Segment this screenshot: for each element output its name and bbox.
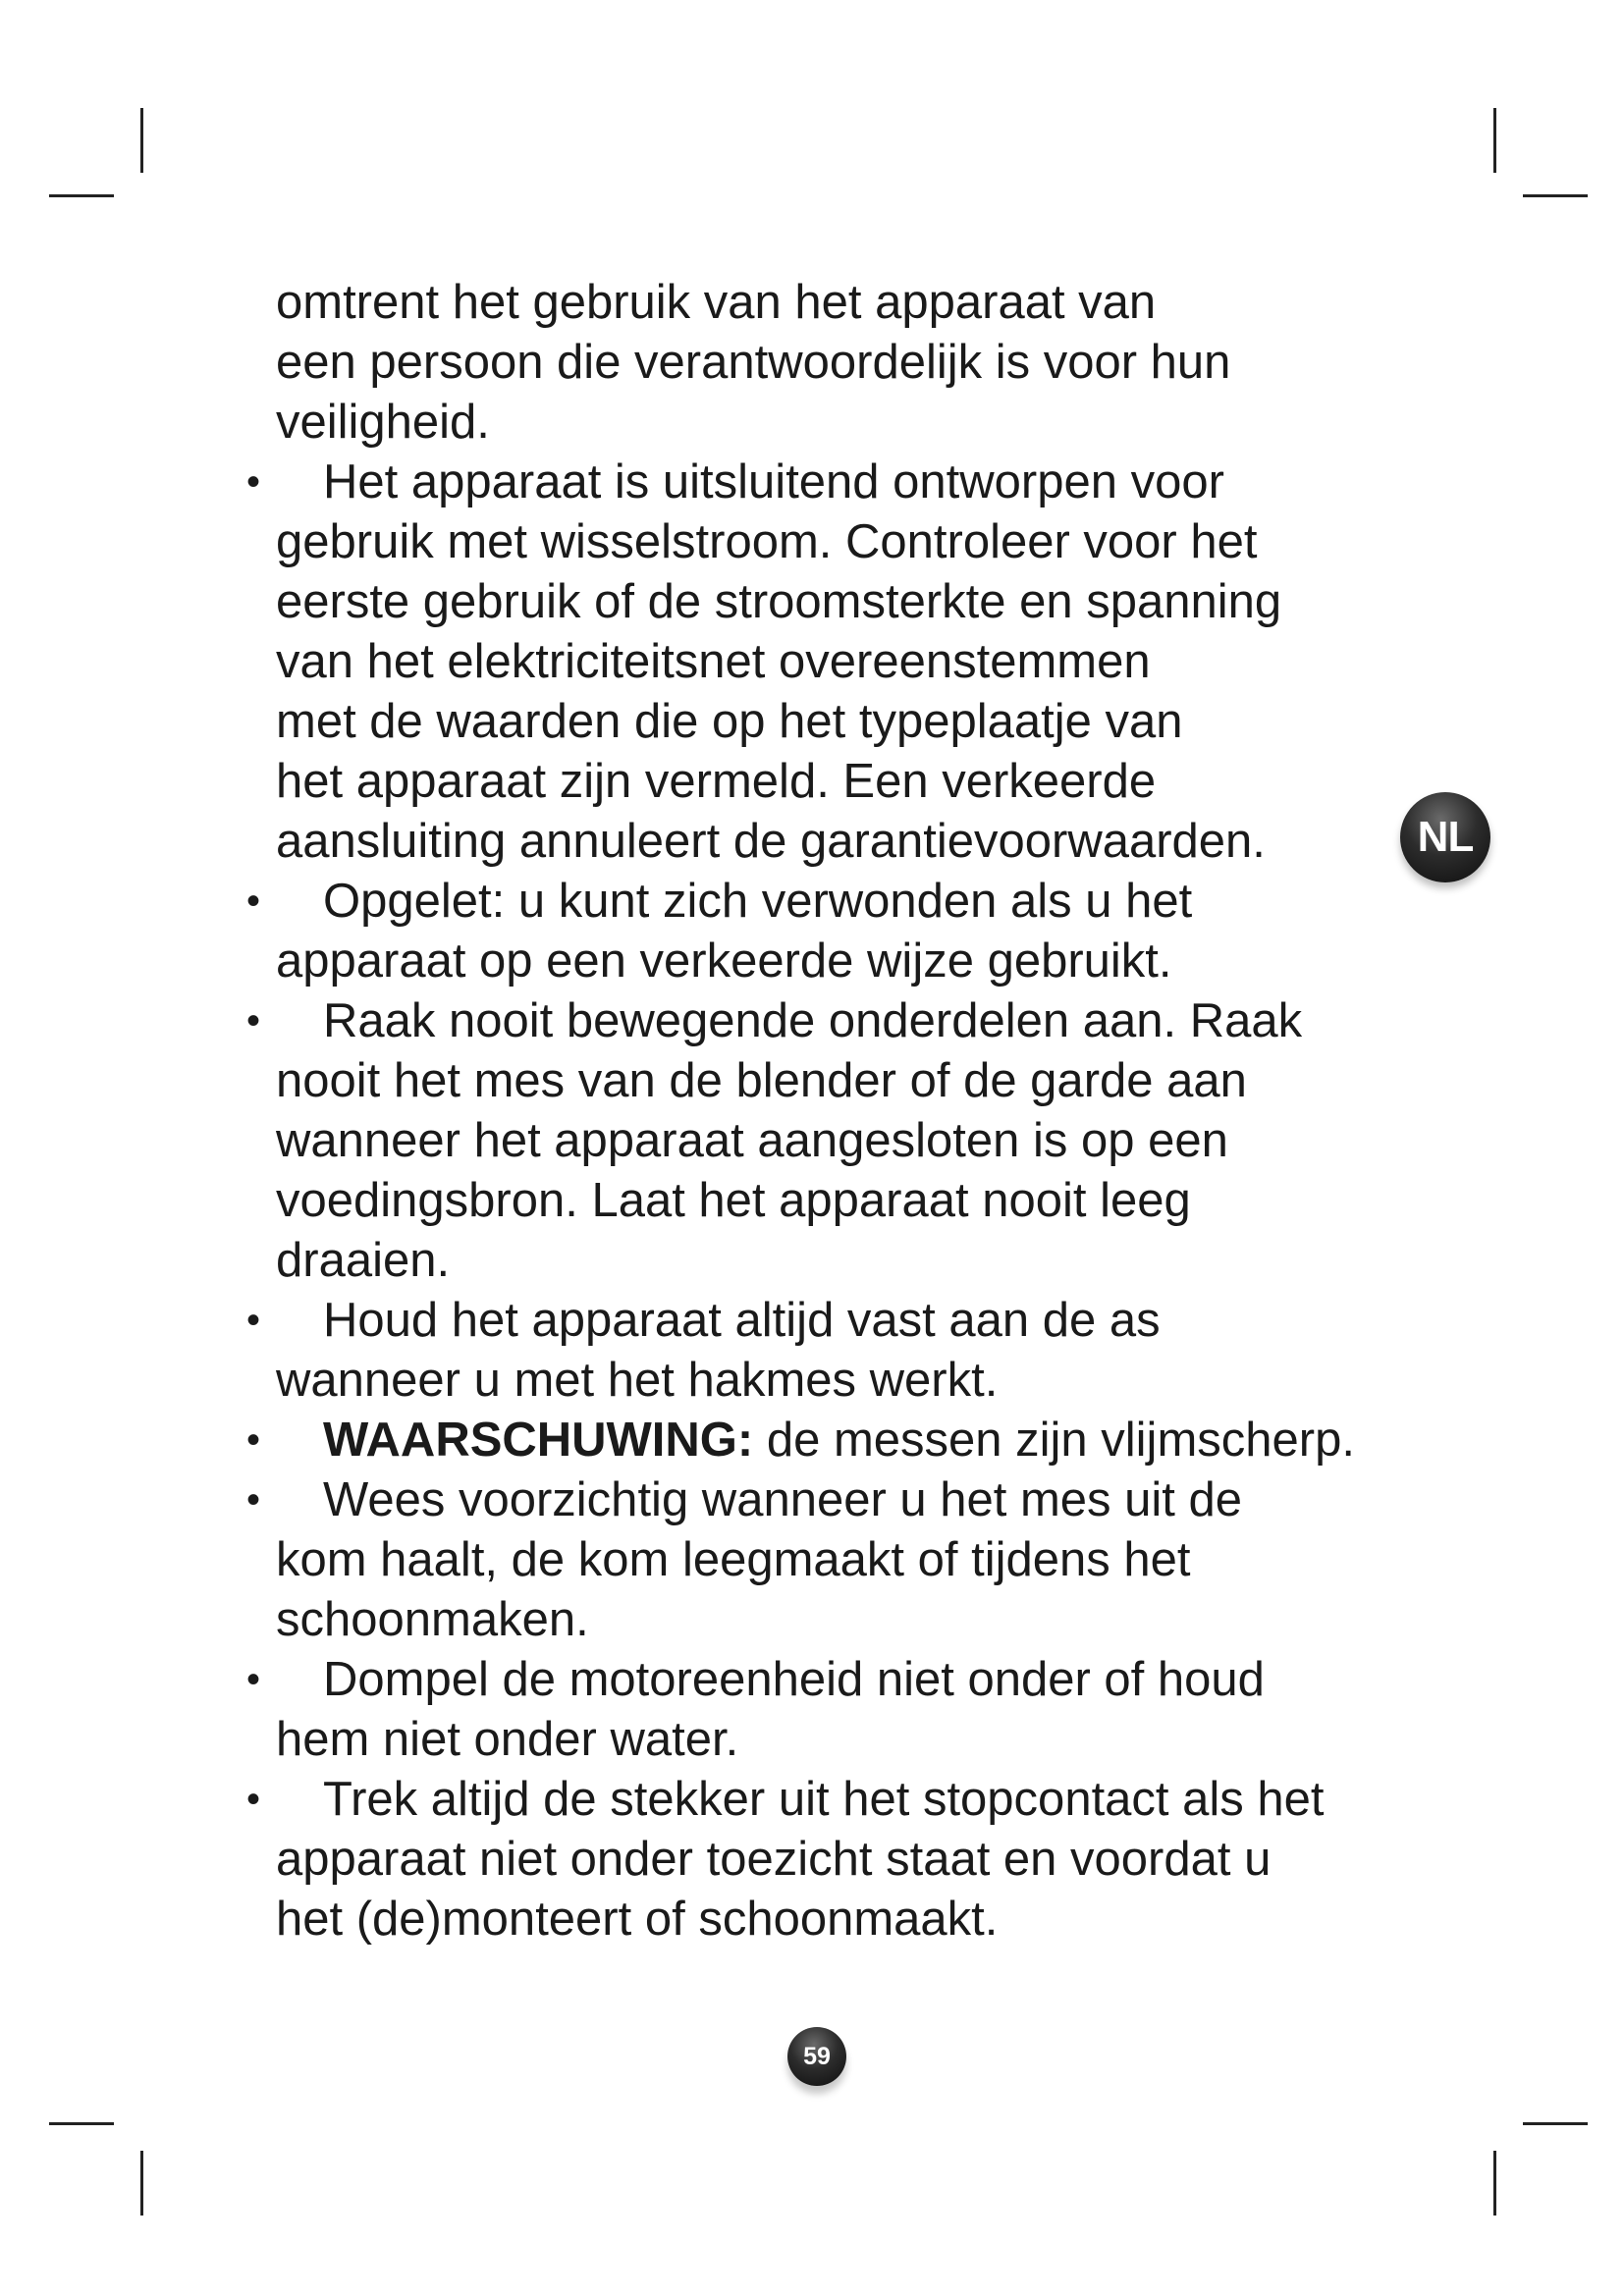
list-item [245,1470,1484,1650]
text-line: voedingsbron. Laat het apparaat nooit leeg [276,1174,1191,1227]
page-content [245,273,1484,1949]
bullet-icon: • [245,1299,260,1342]
bullet-icon: • [245,999,260,1042]
text-line: schoonmaken. [276,1593,589,1646]
list-item [245,453,1484,872]
text-line: kom haalt, de kom leegmaakt of tijdens het [276,1533,1191,1586]
crop-mark-bottom-right-horizontal [1523,2122,1588,2125]
warning-label: WAARSCHUWING: [323,1414,754,1467]
warning-text: de messen zijn vlijmscherp. [753,1414,1355,1467]
bullet-icon: • [245,1658,260,1701]
text-line: veiligheid. [276,396,490,449]
bullet-icon: • [245,1418,260,1462]
list-item [245,991,1484,1291]
crop-mark-top-left-vertical [140,108,143,173]
text-line: met de waarden die op het typeplaatje van [276,695,1183,748]
crop-mark-top-right-vertical [1493,108,1496,173]
text-line: gebruik met wisselstroom. Controleer voor het [276,515,1258,568]
list-item [245,1770,1484,1949]
text-line: Dompel de motoreenheid niet onder of houd [323,1653,1265,1706]
text-line: apparaat op een verkeerde wijze gebruikt. [276,934,1172,988]
text-line: draaien. [276,1234,451,1287]
text-line: hem niet onder water. [276,1713,739,1766]
crop-mark-top-right-horizontal [1523,194,1588,197]
text-line: aansluiting annuleert de garantievoorwaarden. [276,815,1266,868]
text-line: Trek altijd de stekker uit het stopcontact als het [323,1773,1325,1826]
bullet-icon: • [245,460,260,504]
intro-paragraph [276,273,1484,453]
crop-mark-bottom-left-vertical [140,2151,143,2216]
crop-mark-bottom-left-horizontal [49,2122,114,2125]
text-line: het (de)monteert of schoonmaakt. [276,1893,999,1946]
text-line: eerste gebruik of de stroomsterkte en spanning [276,575,1282,628]
list-item [245,872,1484,991]
list-item [245,1291,1484,1411]
text-line: omtrent het gebruik van het apparaat van [276,276,1157,329]
text-line: Houd het apparaat altijd vast aan de as [323,1294,1161,1347]
text-line: Wees voorzichtig wanneer u het mes uit de [323,1473,1243,1526]
list-item-warning [245,1411,1484,1470]
bullet-icon: • [245,880,260,923]
list-item [245,1650,1484,1770]
bullet-icon: • [245,1778,260,1821]
text-line: van het elektriciteitsnet overeenstemmen [276,635,1151,688]
text-line: het apparaat zijn vermeld. Een verkeerde [276,755,1157,808]
text-line: wanneer u met het hakmes werkt. [276,1354,999,1407]
text-line: Het apparaat is uitsluitend ontworpen voor [323,455,1224,508]
text-line: Raak nooit bewegende onderdelen aan. Raak [323,994,1303,1047]
crop-mark-top-left-horizontal [49,194,114,197]
page-number: 59 [787,2027,846,2086]
text-line: apparaat niet onder toezicht staat en voordat u [276,1833,1272,1886]
crop-mark-bottom-right-vertical [1493,2151,1496,2216]
text-line: nooit het mes van de blender of de garde aan [276,1054,1247,1107]
bullet-icon: • [245,1478,260,1522]
text-line: Opgelet: u kunt zich verwonden als u het [323,875,1193,928]
text-line: wanneer het apparaat aangesloten is op een [276,1114,1228,1167]
language-badge: NL [1400,792,1490,882]
text-line: een persoon die verantwoordelijk is voor hun [276,336,1231,389]
